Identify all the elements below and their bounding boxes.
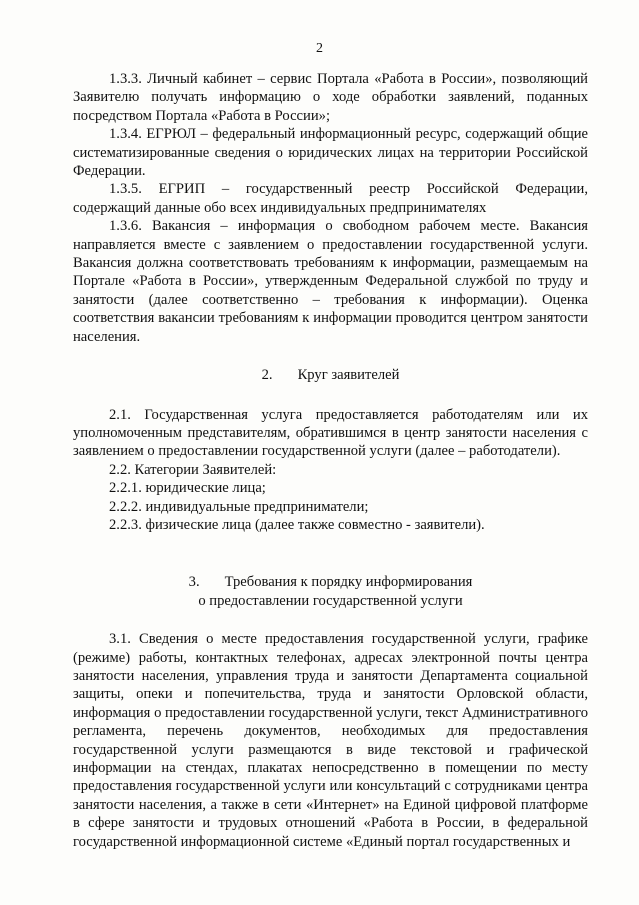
definition-1-3-6: 1.3.6. Вакансия – информация о свободном рабочем месте. Вакансия направляется вместе с заявлением о предоставлении государственной услуги. Вакансия должна соответствовать требованиям к информации, размещаемым на Портале «Работа в России», утвержденным Федеральной службой по труду и занятости (далее соответственно – требования к информации). Оценка соответствия вакансии требованиям к информации проводится центром занятости населения. xyxy=(73,218,588,345)
paragraph-2-2: 2.2. Категории Заявителей: xyxy=(109,461,277,478)
definition-1-3-5: 1.3.5. ЕГРИП – государственный реестр Российской Федерации, содержащий данные обо всех индивидуальных предпринимателях xyxy=(73,181,588,216)
section-3-heading xyxy=(73,573,588,591)
paragraph-2-2-3: 2.2.3. физические лица (далее также совместно - заявители). xyxy=(109,516,485,533)
section-3-title-line2: о предоставлении государственной услуги xyxy=(198,592,463,609)
spacer xyxy=(73,534,588,573)
spacer xyxy=(73,610,588,630)
page-number: 2 xyxy=(316,41,323,56)
section-2-title: Круг заявителей xyxy=(297,367,400,384)
paragraph-2-1: 2.1. Государственная услуга предоставляется работодателям или их уполномоченным представителям, обратившимся в центр занятости населения с заявлением о предоставлении государственной услуги (далее – работодатели). xyxy=(73,406,588,460)
paragraph-3-1: 3.1. Сведения о месте предоставления государственной услуги, графике (режиме) работы, контактных телефонах, адресах электронной почты центра занятости населения, управления труда и занятости Департамента социальной защиты, опеки и попечительства, труда и занятости Орловской области, информация о предоставлении государственной услуги, текст Административного регламента, перечень документов, необходимых для предоставления государственной услуги размещаются в виде текстовой и графической информации на стендах, плакатах непосредственно в помещении по месту предоставления государственной услуги или консультаций с сотрудниками центра занятости населения, а также в сети «Интернет» на Единой цифровой платформе в сфере занятости и трудовых отношений «Работа в России, в федеральной государственной информационной системе «Единый портал государственных и xyxy=(73,631,588,850)
section-3-title-line1: Требования к порядку информирования xyxy=(224,574,473,591)
section-2-number: 2. xyxy=(261,367,273,384)
paragraph-2-2-2: 2.2.2. индивидуальные предприниматели; xyxy=(109,498,369,515)
spacer xyxy=(73,346,588,366)
paragraph-2-2-1: 2.2.1. юридические лица; xyxy=(109,480,266,497)
definition-1-3-4: 1.3.4. ЕГРЮЛ – федеральный информационный ресурс, содержащий общие систематизированные сведения о юридических лицах на территории Российской Федерации. xyxy=(73,126,588,180)
spacer xyxy=(73,385,588,406)
section-2-heading xyxy=(73,366,588,384)
definition-1-3-3: 1.3.3. Личный кабинет – сервис Портала «Работа в России», позволяющий Заявителю получать информацию о ходе обработки заявлений, поданных посредством Портала «Работа в России»; xyxy=(73,71,588,124)
section-3-number: 3. xyxy=(188,574,200,591)
document-body xyxy=(73,70,588,851)
